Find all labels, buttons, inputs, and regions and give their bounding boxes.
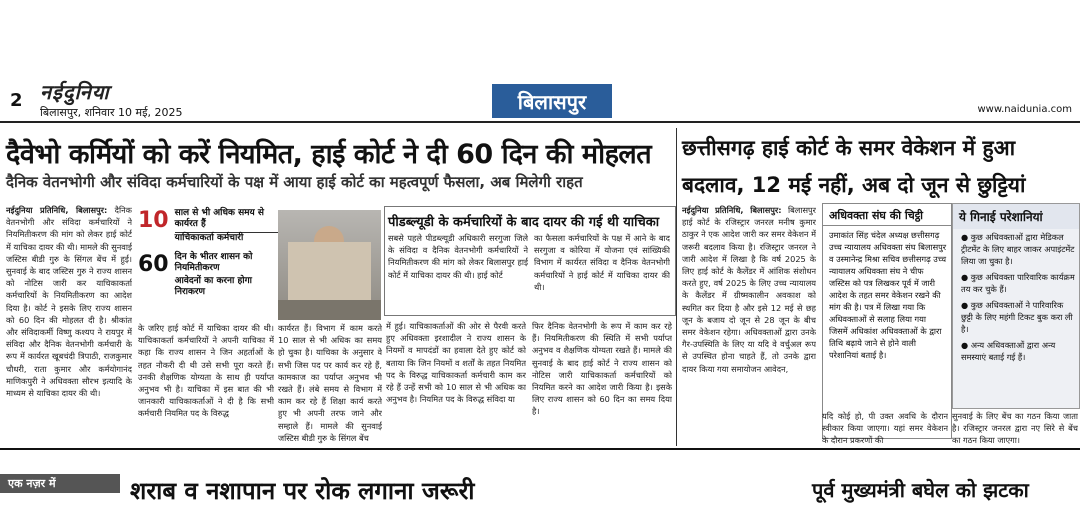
main-story-col4: में हुई। याचिकाकर्ताओं की ओर से पैरवी करते हुए अधिवक्ता इरशादील ने राज्य शासन के नियमों व मापदंडों का हवाला देते हुए कोर्ट को बताया कि जिन नियमों व शर्तों के तहत नियमित पद के विरुद्ध याचिकाकर्ता कर्मचारी काम कर रहे हैं उन्हें सभी को 10 साल से भी अधिक का अनुभव है। नियमित पद के विरुद्ध संविदा या (386, 321, 526, 405)
ek-nazar-label: एक नज़र में (0, 474, 120, 493)
main-story-col5: फिर दैनिक वेतनभोगी के रूप में काम कर रहे हैं। नियमितीकरण की स्थिति में सभी पर्याप्त अनुभव व शैक्षणिक योग्यता रखते हैं। मामले की सुनवाई के बाद हाई कोर्ट ने राज्य शासन को नोटिस जारी याचिकाकर्ता कर्मचारियों को नियमित करने का आदेश जारी किया है। इसके लिए राज्य शासन को 60 दिन का समय दिया है। (532, 321, 672, 417)
right-col1-text: बिलासपुर हाई कोर्ट के रजिस्ट्रार जनरल मनीष कुमार ठाकुर ने एक आदेश जारी कर समर वेकेशन में जरूरी बदलाव किया है। रजिस्ट्रार जनरल ने जारी आदेश में लिखा है कि वर्ष 2025 के लिए हाई कोर्ट के कैलेंडर में आंशिक संशोधन करते हुए, वर्ष 2025 के लिए उच्च न्यायालय के कैलेंडर में ग्रीष्मकालीन अवकाश को स्थगित कर दिया है और इसे 12 मई से छह जून के बजाय दो जून से 28 जून के बीच समर वेकेशन रहेगा। अधिवक्ताओं द्वारा उनके गैर-उपस्थिति के लिए या यदि वे वर्चुअल रूप से उपस्थित होना चाहते हैं, तो उनके द्वारा दायर किया गया समायोजन आवेदन, (682, 205, 816, 374)
photo-ground (278, 300, 381, 320)
bottom-headline-1: शराब व नशापान पर रोक लगाना जरूरी (130, 477, 475, 505)
top-whitespace (0, 0, 1080, 80)
column-divider (676, 128, 677, 446)
main-story-col1 (6, 204, 132, 446)
inset-box-col2: का फैसला कर्मचारियों के पक्ष में आने के बाद सरगुजा व कोरिया में योजना एवं सांख्यिकी विभाग में कार्यरत संविदा व दैनिक वेतनभोगी कर्मचारियों ने हाई कोर्ट में याचिका दायर की थी। (534, 233, 670, 292)
advocates-letter-box (822, 203, 952, 439)
page-number: 2 (10, 90, 23, 111)
right-headline-line2: बदलाव, 12 मई नहीं, अब दो जून से छुट्टियां (682, 173, 1026, 197)
fact-number-60: 60 (138, 252, 169, 277)
issue-item: ● कुछ अधिवक्ताओं द्वारा मेडिकल ट्रीटमेंट के लिए बाहर जाकर अपाइंटमेंट लिया जा चुका है। (961, 232, 1075, 266)
fact-text-2a: दिन के भीतर शासन को नियमितीकरण (174, 252, 253, 273)
right-story-col1 (682, 204, 816, 446)
bottom-headline-2: पूर्व मुख्यमंत्री बघेल को झटका (812, 478, 1029, 502)
main-headline: दैवेभो कर्मियों को करें नियमित, हाई कोर्ट ने दी 60 दिन की मोहलत (6, 139, 652, 170)
issues-title: ये गिनाई परेशानियां (953, 204, 1079, 229)
main-byline: नईदुनिया प्रतिनिधि, बिलासपुर: (6, 205, 108, 215)
high-court-photo (278, 210, 381, 320)
fact-number-10: 10 (138, 208, 169, 233)
right-headline-line1: छत्तीसगढ़ हाई कोर्ट के समर वेकेशन में हुआ (682, 136, 1016, 160)
header-rule (0, 121, 1080, 123)
fact-text-2b: आवेदनों का करना होगा निराकरण (174, 276, 253, 297)
section-label: बिलासपुर (492, 84, 612, 118)
issue-item: ● अन्य अधिवक्ताओं द्वारा अन्य समस्याएं बताई गई हैं। (961, 340, 1056, 362)
advocates-letter-title: अधिवक्ता संघ की चिट्ठी (823, 204, 951, 226)
fact-text-1a: साल से भी अधिक समय से कार्यरत हैं (174, 208, 264, 229)
right-story-col3: सुनवाई के लिए बेंच का गठन किया जाता है। रजिस्ट्रार जनरल द्वारा नए सिरे से बेंच का गठन किया जाएगा। (952, 411, 1078, 446)
main-subheadline: दैनिक वेतनभोगी और संविदा कर्मचारियों के पक्ष में आया हाई कोर्ट का महत्वपूर्ण फैसला, अब मिलेगी राहत (6, 173, 583, 191)
issue-item: ● कुछ अधिवक्ताओं ने पारिवारिक छुट्टी के लिए महंगी टिकट बुक करा ली है। (961, 300, 1073, 334)
issues-box (952, 203, 1080, 409)
main-story-col2: के जरिए हाई कोर्ट में याचिका दायर की थी। याचिकाकर्ता कर्मचारियों ने अपनी याचिका में कहा कि राज्य शासन ने जिन अहर्ताओं के तहत नौकरी दी थी उसे सभी पूरा करते हैं। उनकी शैक्षणिक योग्यता के साथ ही पर्याप्त अनुभव भी है। याचिका में इस बात की भी जानकारी याचिकाकर्ताओं ने दी है कि सभी कर्मचारी नियमित पद के विरुद्ध (138, 323, 274, 419)
fact-box (138, 208, 278, 318)
main-story-col3: कार्यरत हैं। विभाग में काम करते 10 साल से भी अधिक का समय हो चुका है। याचिका के अनुसार वे सभी जिस पद पर कार्य कर रहे हैं, कामकाज का पर्याप्त अनुभव भी रखते हैं। लंबे समय से विभाग में काम कर रहे हैं शिक्षा कार्य करते हुए भी अपनी तरफ जाने और सम्हाले हैं। मामले की सुनवाई जस्टिस बीडी गुरु के सिंगल बेंच (278, 323, 382, 443)
advocates-letter-body: उमाकांत सिंह चंदेल अध्यक्ष छत्तीसगढ़ उच्च न्यायालय अधिवक्ता संघ बिलासपुर व उस्मानेन्द्र मिश्रा सचिव छत्तीसगढ़ उच्च न्यायालय अधिवक्ता संघ ने चीफ जस्टिस को पत्र लिखकर पूर्व में जारी आदेश के तहत समर वेकेशन रखने की मांग की है। पत्र में लिखा गया कि अधिवक्ताओं से सलाह लिया गया जिसमें अधिकांश अधिवक्ताओं के द्वारा तिथि बढ़ाये जाने से होने वाली परेशानियां बताई है। (829, 230, 947, 360)
issue-item: ● कुछ अधिवक्ता पारिवारिक कार्यक्रम तय कर चुके हैं। (961, 272, 1075, 294)
fact-text-1b: याचिकाकर्ता कर्मचारी (175, 232, 278, 244)
footer-rule (0, 448, 1080, 450)
main-col1-text: दैनिक वेतनभोगी और संविदा कर्मचारियों ने नियमितीकरण की मांग को लेकर हाई कोर्ट में याचिका दायर की थी। मामले की सुनवाई जस्टिस बीडी गुरु के सिंगल बेंच में हुई। सुनवाई के बाद जस्टिस गुरु ने राज्य शासन को नोटिस जारी कर याचिकाकर्ता कर्मचारियों के नियमितीकरण का आदेश दिया है। कोर्ट ने इसके लिए राज्य शासन को 60 दिन की मोहलत दी है। श्रीकांत और संविदाकर्मी विष्णु कश्यप ने रायपुर में संविदा और दैनिक वेतनभोगी कर्मचारी के रूप में कार्यरत खूबचंदी त्रिपाठी, राजकुमार चौधरी, राता कुमार और कर्मयोगानंद माणिकपुरी ने अधिवक्ता सौरभ इत्यादि के माध्यम से याचिका दायर की थी। (6, 205, 132, 399)
dateline: बिलासपुर, शनिवार 10 मई, 2025 (40, 106, 183, 119)
right-story-col2: यदि कोई हो, पी उक्त अवधि के दौरान स्वीकार किया जाएगा। यहां समर वेकेशन के दौरान प्रकरणों की (822, 411, 948, 446)
masthead-logo: नईदुनिया (40, 80, 110, 104)
inset-box-col1: सबसे पहले पीडब्ल्यूडी अधिकारी सरगुजा जिले के संविदा व दैनिक वेतनभोगी कर्मचारियों ने नियमितीकरण की मांग को लेकर बिलासपुर हाई कोर्ट में याचिका दायर की थी। हाई कोर्ट (388, 233, 528, 280)
photo-building (288, 242, 371, 302)
inset-box-title: पीडब्ल्यूडी के कर्मचारियों के बाद दायर की गई थी याचिका (388, 215, 660, 230)
website-url[interactable]: www.naidunia.com (977, 104, 1072, 115)
right-byline: नईदुनिया प्रतिनिधि, बिलासपुर: (682, 205, 782, 215)
